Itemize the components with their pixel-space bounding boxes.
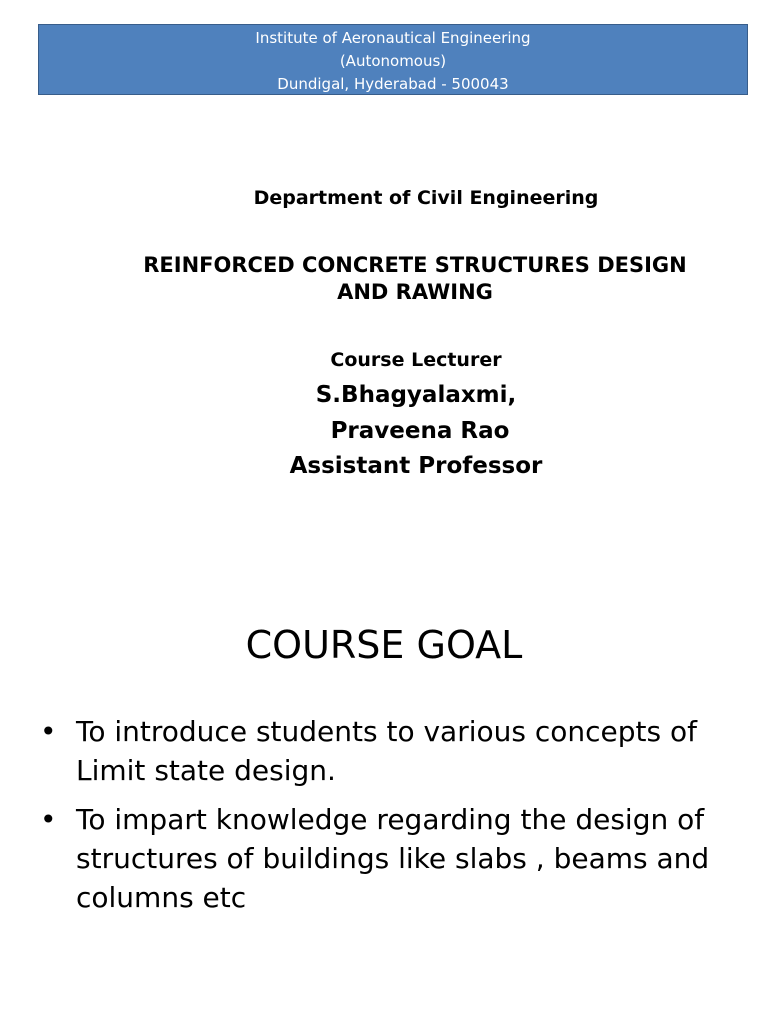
lecturer-name-2: Praveena Rao [330,418,510,444]
lecturer-name-1: S.Bhagyalaxmi, [315,382,517,408]
course-goal-list [40,712,720,927]
institute-header-box [38,24,748,95]
department-name: Department of Civil Engineering [253,187,599,209]
lecturer-designation: Assistant Professor [289,453,543,479]
list-item [40,712,720,790]
course-goal-heading: COURSE GOAL [245,623,523,667]
list-item [40,800,720,917]
bullet-icon: • [40,715,57,748]
institute-address: Dundigal, Hyderabad - 500043 [277,75,509,93]
institute-status: (Autonomous) [339,52,447,70]
bullet-icon: • [40,803,57,836]
institute-name: Institute of Aeronautical Engineering [255,29,531,47]
lecturer-label: Course Lecturer [330,349,502,371]
course-title: REINFORCED CONCRETE STRUCTURES DESIGN AND RAWING [143,253,687,304]
goal-text: To impart knowledge regarding the design of structures of buildings like slabs , beams and columns etc [76,803,710,914]
goal-text: To introduce students to various concepts of Limit state design. [76,715,697,787]
